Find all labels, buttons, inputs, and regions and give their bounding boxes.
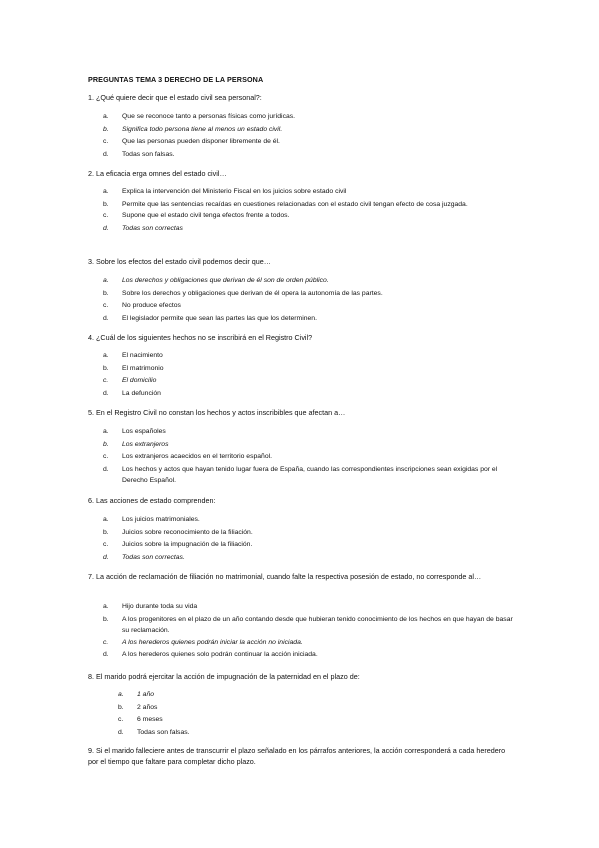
option-4a: a. El nacimiento <box>103 352 163 359</box>
option-7b: b. A los progenitores en el plazo de un año contando desde que hubieran tenido conocimiento de los hechos en que hayan de basar su reclamación. <box>103 615 513 634</box>
question-8-options <box>103 689 530 739</box>
option-4d: d. La defunción <box>103 389 161 397</box>
option-7d: d. A los herederos quienes solo podrán continuar la acción iniciada. <box>103 651 318 658</box>
option-1c: c. Que las personas pueden disponer libremente de él. <box>103 138 280 145</box>
option-2c: c. Supone que el estado civil tenga efectos frente a todos. <box>103 212 290 219</box>
option-5a: a. Los españoles <box>103 428 166 435</box>
option-5c: c. Los extranjeros acaecidos en el territorio español. <box>103 453 272 460</box>
option-2a: a. Explica la intervención del Ministerio Fiscal en los juicios sobre estado civil <box>103 188 347 195</box>
question-2: 2. La eficacia erga omnes del estado civil… <box>88 169 227 178</box>
option-6a: a. Los juicios matrimoniales. <box>103 516 200 523</box>
option-3c: c. No produce efectos <box>103 302 181 309</box>
option-8b: b. 2 años <box>118 703 158 711</box>
option-5d: d. Los hechos y actos que hayan tenido lugar fuera de España, cuando las correspondientes inscripciones sean exigidas por el Derecho Español. <box>103 465 498 484</box>
option-3b: b. Sobre los derechos y obligaciones que derivan de él opera la autonomía de las partes. <box>103 289 383 297</box>
option-1b: b. Significa todo persona tiene al menos un estado civil. <box>103 125 283 133</box>
option-8c: c. 6 meses <box>118 716 163 723</box>
option-8d: d. Todas son falsas. <box>118 728 190 736</box>
option-4c: c. El domicilio <box>103 377 157 384</box>
question-7: 7. La acción de reclamación de filiación no matrimonial, cuando falte la respectiva posesión de estado, no corresponde al… <box>88 572 482 581</box>
question-6: 6. Las acciones de estado comprenden: <box>88 496 216 505</box>
option-1d: d. Todas son falsas. <box>103 150 175 158</box>
question-5: 5. En el Registro Civil no constan los hechos y actos inscribibles que afectan a… <box>88 408 346 417</box>
option-6b: b. Juicios sobre reconocimiento de la filiación. <box>103 528 253 536</box>
question-5-options <box>103 426 515 487</box>
question-1-options <box>103 111 515 161</box>
document-title: PREGUNTAS TEMA 3 DERECHO DE LA PERSONA <box>88 75 264 84</box>
question-8: 8. El marido podrá ejercitar la acción de impugnación de la paternidad en el plazo de: <box>88 672 360 681</box>
option-6c: c. Juicios sobre la impugnación de la filiación. <box>103 541 253 548</box>
option-7a: a. Hijo durante toda su vida <box>103 603 198 610</box>
question-3: 3. Sobre los efectos del estado civil podemos decir que… <box>88 257 271 266</box>
option-2b: b. Permite que las sentencias recaídas en cuestiones relacionadas con el estado civil tengan efecto de cosa juzgada. <box>103 200 468 208</box>
option-8a: a. 1 año <box>118 691 155 698</box>
question-4-options <box>103 350 515 400</box>
question-1: 1. ¿Qué quiere decir que el estado civil sea personal?: <box>88 93 262 102</box>
option-1a: a. Que se reconoce tanto a personas físicas como jurídicas. <box>103 113 296 120</box>
question-4: 4. ¿Cuál de los siguientes hechos no se inscribirá en el Registro Civil? <box>88 333 313 342</box>
option-2d: d. Todas son correctas <box>103 224 183 232</box>
question-9: 9. Si el marido falleciere antes de transcurrir el plazo señalado en los párrafos anteriores, la acción corresponderá a cada heredero por el tiempo que faltare para completar dicho plazo. <box>88 746 506 766</box>
option-6d: d. Todas son correctas. <box>103 553 185 561</box>
question-3-options <box>103 275 515 325</box>
option-4b: b. El matrimonio <box>103 364 164 372</box>
option-3a: a. Los derechos y obligaciones que derivan de él son de orden público. <box>103 277 329 284</box>
option-5b: b. Los extranjeros <box>103 440 169 448</box>
option-3d: d. El legislador permite que sean las partes las que los determinen. <box>103 314 317 322</box>
question-6-options <box>103 514 515 564</box>
option-7c: c. A los herederos quienes podrán iniciar la acción no iniciada. <box>103 638 303 646</box>
question-2-options <box>103 186 515 235</box>
question-7-options <box>103 601 515 662</box>
